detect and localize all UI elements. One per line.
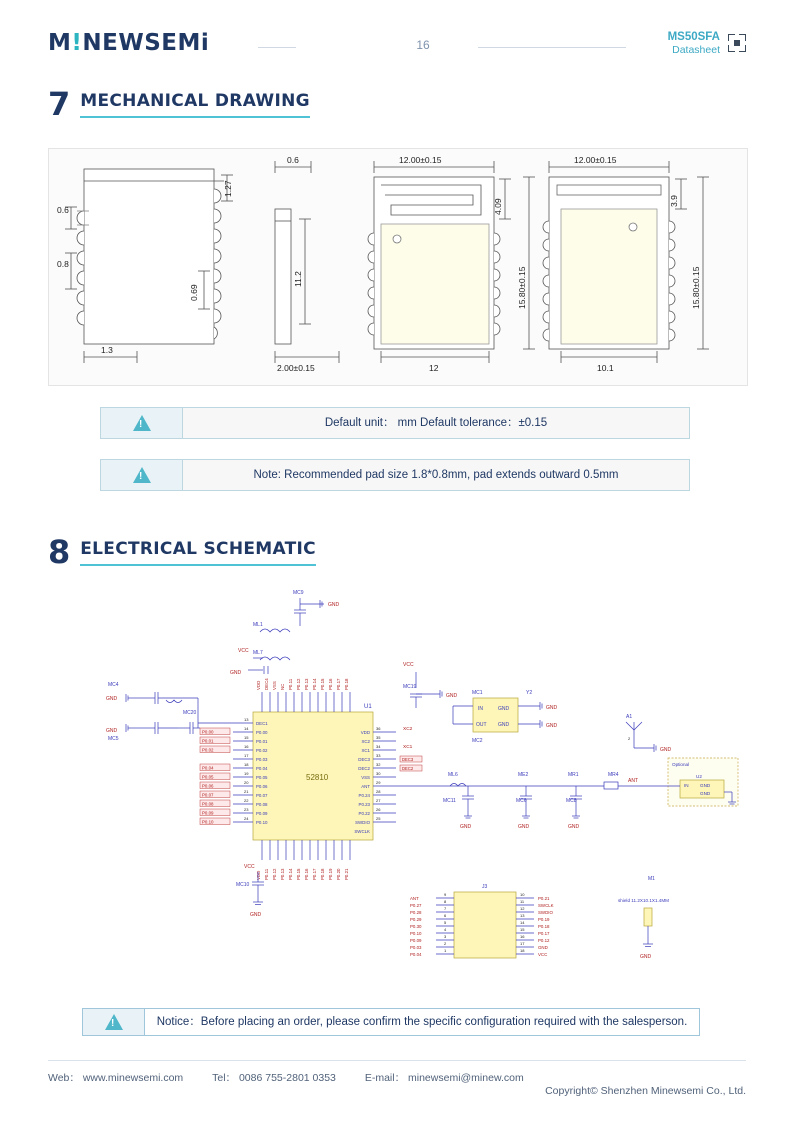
svg-text:MC5: MC5 — [108, 736, 119, 742]
document-subtitle: Datasheet — [672, 44, 720, 57]
tel-label: Tel： — [212, 1072, 237, 1084]
svg-text:P0.11: P0.11 — [288, 678, 293, 690]
tel-value: 0086 755-2801 0353 — [238, 1072, 336, 1084]
document-identity — [668, 30, 720, 58]
svg-text:GND: GND — [660, 747, 672, 753]
svg-text:P0.21: P0.21 — [344, 868, 349, 880]
mechanical-drawing-svg — [49, 149, 747, 385]
dim-15-80-a: 15.80±0.15 — [517, 266, 527, 309]
dim-12: 12 — [429, 363, 439, 373]
svg-text:VDD: VDD — [256, 680, 261, 690]
svg-text:ML6: ML6 — [448, 772, 458, 778]
svg-text:P0.04: P0.04 — [410, 952, 422, 957]
svg-text:GND: GND — [498, 722, 510, 728]
svg-text:9: 9 — [444, 892, 447, 897]
svg-text:MR1: MR1 — [568, 772, 579, 778]
schematic-svg — [48, 580, 746, 992]
svg-text:18: 18 — [244, 762, 249, 767]
svg-text:P0.08: P0.08 — [202, 801, 214, 807]
svg-text:VDD: VDD — [256, 870, 261, 880]
svg-text:P0.13: P0.13 — [304, 678, 309, 690]
svg-text:DEC4: DEC4 — [264, 678, 269, 690]
footer-web — [48, 1070, 183, 1085]
svg-text:7: 7 — [444, 906, 447, 911]
dim-0-69: 0.69 — [189, 284, 199, 301]
svg-text:MC10: MC10 — [236, 882, 250, 888]
svg-text:24: 24 — [244, 816, 249, 821]
web-label: Web： — [48, 1072, 80, 1084]
svg-text:P0.30: P0.30 — [410, 924, 422, 929]
dim-0-6-left: 0.6 — [57, 205, 69, 215]
svg-text:P0.14: P0.14 — [288, 868, 293, 880]
dim-0-6-top: 0.6 — [287, 155, 299, 165]
svg-text:33: 33 — [376, 753, 381, 758]
notice-text: Notice：Before placing an order, please confirm the specific configuration required with the salesperson. — [156, 1016, 688, 1028]
dim-1-27: 1.27 — [223, 180, 233, 197]
note-bar-pad — [100, 459, 690, 491]
email-value: minewsemi@minew.com — [408, 1072, 524, 1084]
svg-text:VCC: VCC — [403, 662, 414, 668]
svg-text:DEC3: DEC3 — [402, 757, 414, 762]
section-heading-mechanical — [48, 85, 310, 123]
svg-text:MR4: MR4 — [608, 772, 619, 778]
svg-text:25: 25 — [376, 816, 381, 821]
svg-text:P0.18: P0.18 — [320, 868, 325, 880]
svg-text:VCC: VCC — [238, 648, 249, 654]
svg-text:VCC: VCC — [244, 864, 255, 870]
svg-text:P0.16: P0.16 — [304, 868, 309, 880]
section-heading-schematic — [48, 533, 316, 571]
svg-text:GND: GND — [250, 912, 262, 918]
svg-text:P0.01: P0.01 — [256, 739, 268, 744]
svg-text:DEC1: DEC1 — [256, 721, 268, 726]
svg-text:P0.14: P0.14 — [312, 678, 317, 690]
svg-text:P0.02: P0.02 — [202, 747, 214, 753]
footer-divider — [48, 1060, 746, 1061]
svg-text:3: 3 — [444, 934, 447, 939]
svg-text:P0.04: P0.04 — [202, 765, 214, 771]
email-label: E-mail： — [364, 1072, 406, 1084]
note-text: Default unit： mm Default tolerance：±0.15 — [324, 417, 548, 429]
company-logo — [48, 30, 209, 56]
svg-text:28: 28 — [376, 789, 381, 794]
svg-text:P0.06: P0.06 — [202, 783, 214, 789]
logo-text-1: M — [48, 30, 72, 56]
svg-text:ANT: ANT — [361, 784, 370, 789]
dim-4-09: 4.09 — [493, 198, 503, 215]
svg-text:P0.10: P0.10 — [202, 819, 214, 825]
page-footer — [48, 1070, 746, 1097]
svg-text:VDD: VDD — [360, 730, 370, 735]
svg-text:32: 32 — [376, 762, 381, 767]
document-title: MS50SFA — [667, 31, 720, 43]
page-number: 16 — [403, 38, 443, 52]
svg-text:MC19: MC19 — [403, 684, 417, 690]
svg-text:27: 27 — [376, 798, 381, 803]
svg-text:P0.17: P0.17 — [312, 868, 317, 880]
svg-text:SWDIO: SWDIO — [355, 820, 370, 825]
svg-text:IN: IN — [684, 783, 689, 788]
svg-text:P0.11: P0.11 — [264, 868, 269, 880]
svg-text:P0.16: P0.16 — [328, 678, 333, 690]
electrical-schematic-figure — [48, 580, 746, 992]
svg-text:P0.04: P0.04 — [256, 766, 268, 771]
footer-tel — [212, 1070, 336, 1085]
svg-text:GND: GND — [460, 824, 472, 830]
logo-text-3: NEWSEMi — [82, 30, 210, 56]
svg-text:11: 11 — [520, 899, 525, 904]
logo-text-2: ! — [71, 30, 83, 56]
svg-text:15: 15 — [244, 735, 249, 740]
svg-text:XC2: XC2 — [403, 727, 413, 732]
svg-text:MC1: MC1 — [472, 690, 483, 696]
svg-text:14: 14 — [520, 920, 525, 925]
svg-text:Y2: Y2 — [526, 690, 533, 696]
svg-text:2: 2 — [444, 941, 447, 946]
svg-text:12: 12 — [520, 906, 525, 911]
svg-text:GND: GND — [538, 945, 548, 950]
svg-text:26: 26 — [376, 807, 381, 812]
svg-text:XC2: XC2 — [361, 739, 370, 744]
footer-copyright: Copyright© Shenzhen Minewsemi Co., Ltd. — [545, 1085, 746, 1097]
svg-text:Optional: Optional — [672, 762, 690, 767]
svg-text:P0.13: P0.13 — [280, 868, 285, 880]
svg-text:P0.00: P0.00 — [202, 729, 214, 735]
footer-email — [365, 1070, 524, 1085]
section-title: MECHANICAL DRAWING — [80, 91, 310, 118]
svg-text:VSS: VSS — [361, 775, 370, 780]
svg-text:M1: M1 — [648, 876, 655, 882]
web-value: www.minewsemi.com — [82, 1072, 184, 1084]
svg-text:GND: GND — [518, 824, 530, 830]
svg-text:19: 19 — [244, 771, 249, 776]
svg-text:34: 34 — [376, 744, 381, 749]
svg-text:NC: NC — [280, 683, 285, 690]
svg-text:P0.24: P0.24 — [358, 793, 370, 798]
svg-text:SWCLK: SWCLK — [538, 903, 554, 908]
svg-text:18: 18 — [520, 948, 525, 953]
svg-text:P0.23: P0.23 — [358, 802, 370, 807]
svg-text:VCC: VCC — [538, 952, 548, 957]
dim-12-00-top: 12.00±0.15 — [399, 155, 442, 165]
svg-text:P0.12: P0.12 — [272, 868, 277, 880]
svg-text:GND: GND — [700, 791, 711, 796]
svg-text:P0.07: P0.07 — [256, 793, 268, 798]
svg-text:4: 4 — [444, 927, 447, 932]
dim-2-00: 2.00±0.15 — [277, 363, 315, 373]
svg-text:6: 6 — [444, 913, 447, 918]
svg-text:29: 29 — [376, 780, 381, 785]
svg-text:16: 16 — [520, 934, 525, 939]
svg-text:GND: GND — [446, 693, 458, 699]
svg-text:GND: GND — [498, 706, 510, 712]
svg-text:DEC3: DEC3 — [358, 757, 370, 762]
svg-text:shield 11.2X10.1X1.4MM: shield 11.2X10.1X1.4MM — [618, 898, 669, 903]
svg-text:MC2: MC2 — [472, 738, 483, 744]
svg-text:MC6: MC6 — [516, 798, 527, 804]
svg-text:P0.28: P0.28 — [410, 910, 422, 915]
svg-text:5: 5 — [444, 920, 447, 925]
svg-text:P0.18: P0.18 — [538, 924, 550, 929]
svg-text:P0.09: P0.09 — [256, 811, 268, 816]
svg-text:MC8: MC8 — [566, 798, 577, 804]
svg-text:P0.22: P0.22 — [358, 811, 370, 816]
svg-text:17: 17 — [520, 941, 525, 946]
svg-text:ME2: ME2 — [518, 772, 529, 778]
ic-label: 52810 — [306, 773, 329, 782]
svg-text:P0.08: P0.08 — [256, 802, 268, 807]
svg-text:13: 13 — [244, 717, 249, 722]
svg-text:OUT: OUT — [476, 722, 487, 728]
svg-text:P0.02: P0.02 — [256, 748, 268, 753]
svg-text:P0.03: P0.03 — [410, 945, 422, 950]
ic-ref: U1 — [364, 704, 372, 710]
svg-text:17: 17 — [244, 753, 249, 758]
svg-text:P0.05: P0.05 — [202, 774, 214, 780]
note-bar-units — [100, 407, 690, 439]
svg-text:16: 16 — [244, 744, 249, 749]
svg-text:15: 15 — [520, 927, 525, 932]
svg-text:P0.09: P0.09 — [410, 938, 422, 943]
svg-text:SWDIO: SWDIO — [538, 910, 553, 915]
svg-text:P0.06: P0.06 — [256, 784, 268, 789]
svg-text:P0.00: P0.00 — [256, 730, 268, 735]
svg-text:P0.07: P0.07 — [202, 792, 214, 798]
svg-text:MC20: MC20 — [183, 710, 197, 716]
warning-icon — [133, 415, 151, 431]
svg-text:U2: U2 — [696, 774, 702, 779]
note-text: Note: Recommended pad size 1.8*0.8mm, pad extends outward 0.5mm — [253, 469, 619, 481]
svg-text:GND: GND — [106, 728, 118, 734]
dim-1-3: 1.3 — [101, 345, 113, 355]
warning-icon — [105, 1014, 123, 1030]
svg-text:VSS: VSS — [272, 681, 277, 690]
svg-text:XC1: XC1 — [403, 745, 413, 750]
svg-text:A1: A1 — [626, 714, 633, 720]
svg-text:35: 35 — [376, 735, 381, 740]
svg-text:P0.20: P0.20 — [336, 868, 341, 880]
svg-text:14: 14 — [244, 726, 249, 731]
warning-icon-cell — [83, 1009, 145, 1035]
section-number: 7 — [48, 85, 71, 123]
svg-text:J3: J3 — [482, 884, 488, 890]
svg-text:P0.05: P0.05 — [256, 775, 268, 780]
svg-text:ANT: ANT — [628, 778, 638, 784]
svg-text:1: 1 — [444, 948, 447, 953]
svg-text:ML7: ML7 — [253, 650, 263, 656]
dim-0-8: 0.8 — [57, 259, 69, 269]
svg-text:22: 22 — [244, 798, 249, 803]
svg-text:P0.10: P0.10 — [256, 820, 268, 825]
dim-11-2: 11.2 — [293, 271, 303, 287]
warning-icon-cell — [101, 460, 183, 490]
svg-text:P0.27: P0.27 — [410, 903, 422, 908]
svg-text:P0.09: P0.09 — [202, 810, 214, 816]
svg-text:30: 30 — [376, 771, 381, 776]
svg-text:GND: GND — [230, 670, 242, 676]
notice-bar — [82, 1008, 700, 1036]
svg-text:P0.18: P0.18 — [344, 678, 349, 690]
section-number: 8 — [48, 533, 71, 571]
warning-icon-cell — [101, 408, 183, 438]
warning-icon — [133, 467, 151, 483]
svg-text:36: 36 — [376, 726, 381, 731]
svg-text:GND: GND — [546, 705, 558, 711]
svg-text:ANT: ANT — [410, 896, 419, 901]
svg-text:P0.12: P0.12 — [296, 678, 301, 690]
svg-text:P0.10: P0.10 — [410, 931, 422, 936]
header-divider-left — [258, 47, 296, 48]
svg-text:10: 10 — [520, 892, 525, 897]
svg-text:P0.29: P0.29 — [410, 917, 422, 922]
page-header — [48, 28, 746, 68]
svg-text:GND: GND — [640, 954, 652, 960]
svg-text:GND: GND — [328, 602, 340, 608]
mechanical-drawing-figure — [48, 148, 748, 386]
svg-text:IN: IN — [478, 706, 483, 712]
svg-text:SWCLK: SWCLK — [354, 829, 370, 834]
svg-text:DEC2: DEC2 — [402, 766, 414, 771]
svg-text:P0.19: P0.19 — [328, 868, 333, 880]
svg-text:ML1: ML1 — [253, 622, 263, 628]
svg-text:DEC2: DEC2 — [358, 766, 370, 771]
svg-text:20: 20 — [244, 780, 249, 785]
svg-text:MC9: MC9 — [293, 590, 304, 596]
section-title: ELECTRICAL SCHEMATIC — [80, 539, 316, 566]
svg-text:P0.15: P0.15 — [320, 678, 325, 690]
dim-15-80-b: 15.80±0.15 — [691, 266, 701, 309]
svg-text:GND: GND — [546, 723, 558, 729]
dim-10-1: 10.1 — [597, 363, 614, 373]
chip-icon — [728, 34, 746, 52]
svg-text:P0.17: P0.17 — [538, 931, 550, 936]
svg-text:8: 8 — [444, 899, 447, 904]
svg-text:2: 2 — [628, 736, 631, 741]
svg-text:GND: GND — [700, 783, 711, 788]
svg-text:P0.15: P0.15 — [296, 868, 301, 880]
header-divider-right — [478, 47, 626, 48]
svg-text:MC11: MC11 — [443, 798, 456, 804]
svg-text:MC4: MC4 — [108, 682, 119, 688]
svg-text:23: 23 — [244, 807, 249, 812]
svg-text:GND: GND — [106, 696, 118, 702]
svg-text:P0.12: P0.12 — [538, 938, 550, 943]
svg-text:P0.01: P0.01 — [202, 738, 214, 744]
svg-text:21: 21 — [244, 789, 249, 794]
svg-text:P0.19: P0.19 — [538, 917, 550, 922]
svg-text:P0.03: P0.03 — [256, 757, 268, 762]
dim-12-00-top-2: 12.00±0.15 — [574, 155, 617, 165]
dim-3-9: 3.9 — [669, 195, 679, 207]
svg-text:P0.21: P0.21 — [538, 896, 550, 901]
svg-text:XC1: XC1 — [361, 748, 370, 753]
svg-text:P0.17: P0.17 — [336, 678, 341, 690]
svg-text:13: 13 — [520, 913, 525, 918]
svg-text:GND: GND — [568, 824, 580, 830]
